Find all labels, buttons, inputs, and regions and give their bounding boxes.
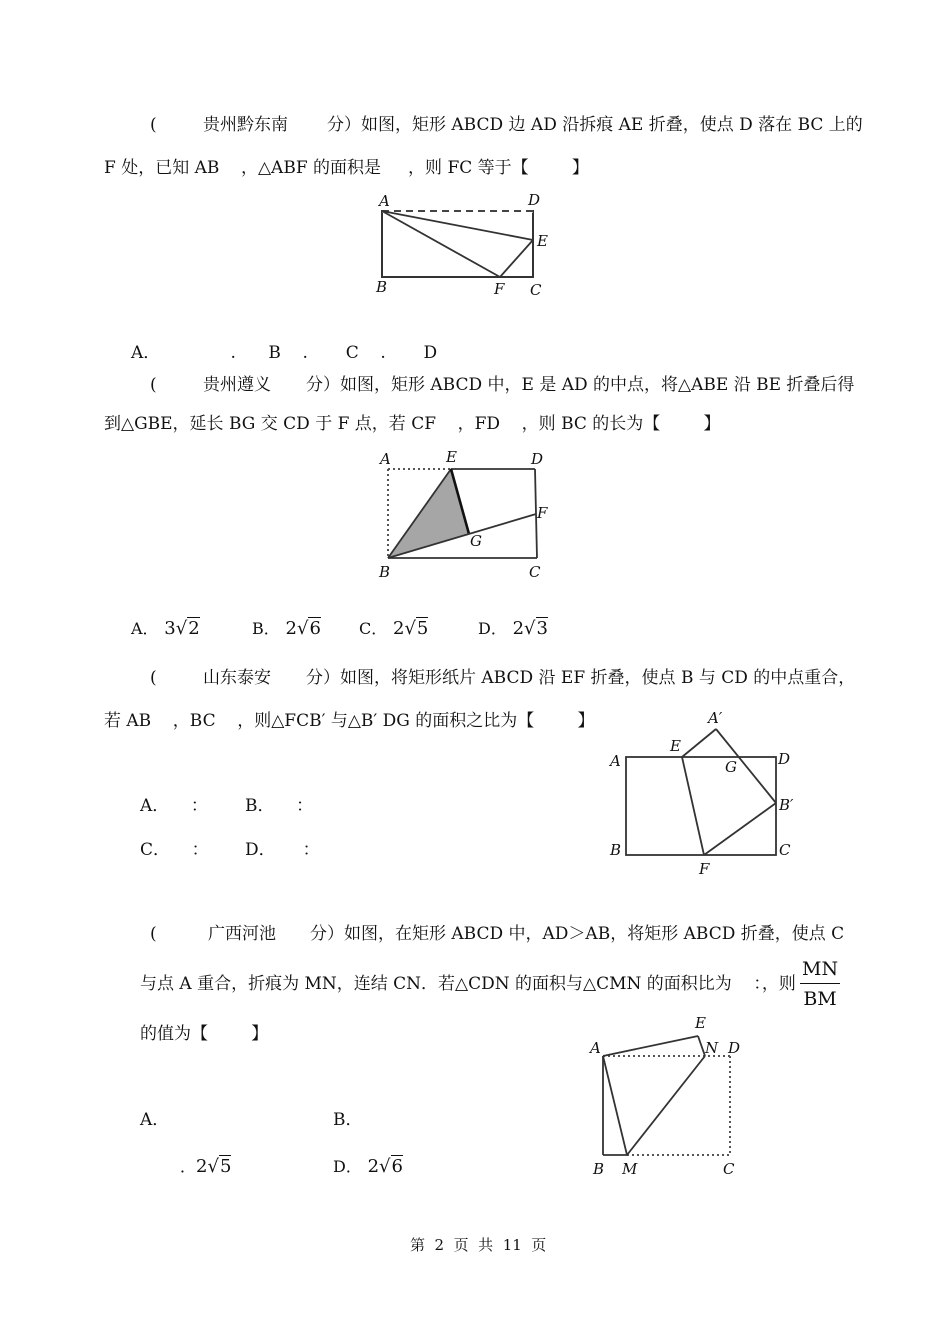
q3-figure <box>600 705 820 885</box>
q2-shaded-triangle-gbe <box>388 469 469 558</box>
q2-text-line1: 分）如图，矩形 ABCD 中，E 是 AD 的中点，将△ABE 沿 BE 折叠后得 <box>306 375 855 395</box>
q4-fraction-numerator: MN <box>800 958 840 984</box>
q4-choice-a: A． <box>140 1110 170 1130</box>
q3-label-b-prime: B′ <box>779 796 794 814</box>
q2-choice-c: C． 2√5 <box>359 618 429 639</box>
q1-line-af <box>382 211 500 277</box>
q4-fraction-mn-bm <box>800 958 840 1010</box>
q4-choice-d: D． 2√6 <box>333 1156 403 1177</box>
q4-label-a: A <box>590 1039 601 1057</box>
q4-source: 广西河池 <box>208 924 276 944</box>
q1-source: 贵州黔东南 <box>203 115 288 135</box>
q1-line-fe <box>500 240 533 277</box>
q3-choice-b: B． ： <box>245 796 314 816</box>
q2-source: 贵州遵义 <box>203 375 271 395</box>
q3-label-d: D <box>778 750 791 768</box>
q3-line-fb-prime <box>704 803 776 855</box>
q1-label-e: E <box>537 232 548 250</box>
q2-choice-d: D． 2√3 <box>478 618 548 639</box>
q3-label-a: A <box>610 752 621 770</box>
q2-label-d: D <box>531 450 544 468</box>
q1-figure <box>370 188 560 303</box>
q4-line-am <box>603 1056 627 1155</box>
q1-open-paren: ( <box>150 115 157 135</box>
q4-fraction-denominator: BM <box>803 988 837 1010</box>
q1-label-f: F <box>494 280 505 298</box>
q3-label-b: B <box>610 841 622 859</box>
q3-open-paren: ( <box>150 668 157 688</box>
q4-text-line2: 与点 A 重合，折痕为 MN，连结 CN．若△CDN 的面积与△CMN 的面积比为 ：，则 <box>140 974 796 994</box>
q4-figure <box>585 1010 760 1185</box>
q2-text-line2: 到△GBE，延长 BG 交 CD 于 F 点，若 CF ，FD ，则 BC 的长为【 】 <box>104 414 721 434</box>
q2-choice-b: B． 2√6 <box>252 618 321 639</box>
q3-line-ea-prime <box>682 729 716 757</box>
q2-label-b: B <box>379 563 391 581</box>
page-footer: 第 2 页 共 11 页 <box>410 1236 547 1254</box>
q2-label-f: F <box>537 504 548 522</box>
q1-text-line2: F 处，已知 AB ，△ABF 的面积是 ，则 FC 等于【 】 <box>104 158 589 178</box>
q3-line-ef <box>682 757 704 855</box>
q1-label-c: C <box>530 281 542 299</box>
q2-label-g: G <box>470 532 482 550</box>
q2-label-a: A <box>380 450 391 468</box>
q3-choice-c: C． ： <box>140 840 209 860</box>
q4-choice-c: ．2√5 <box>180 1156 232 1177</box>
q4-label-c: C <box>723 1160 735 1178</box>
q1-choices: A． . B . C . D <box>131 343 438 363</box>
q1-label-a: A <box>379 192 390 210</box>
q1-line-ae <box>382 211 533 240</box>
q4-line-ae <box>603 1036 698 1056</box>
q3-text-line1: 分）如图，将矩形纸片 ABCD 沿 EF 折叠，使点 B 与 CD 的中点重合， <box>306 668 856 688</box>
q4-label-m: M <box>622 1160 638 1178</box>
q2-label-c: C <box>529 563 541 581</box>
q3-label-a-prime: A′ <box>708 709 723 727</box>
q3-source: 山东泰安 <box>203 668 271 688</box>
q2-open-paren: ( <box>150 375 157 395</box>
q1-rect-bcfe <box>382 211 533 277</box>
q3-label-e: E <box>670 737 681 755</box>
q3-choice-d: D． ： <box>245 840 320 860</box>
q4-choice-b: B． <box>333 1110 363 1130</box>
q2-choice-a: A． 3√2 <box>131 618 200 639</box>
q4-label-b: B <box>593 1160 605 1178</box>
q2-figure <box>370 445 560 585</box>
q3-label-f: F <box>699 860 710 878</box>
q4-label-e: E <box>695 1014 706 1032</box>
q4-label-d: D <box>728 1039 741 1057</box>
q3-label-g: G <box>725 758 737 776</box>
q3-choice-a: A． ： <box>140 796 208 816</box>
q4-line-en <box>698 1036 705 1056</box>
q3-text-line2: 若 AB ，BC ，则△FCB′ 与△B′ DG 的面积之比为【 】 <box>104 711 595 731</box>
q4-label-n: N <box>705 1039 719 1057</box>
q1-label-d: D <box>528 191 541 209</box>
q4-text-line3: 的值为【 】 <box>140 1024 269 1044</box>
q2-label-e: E <box>446 448 457 466</box>
q4-text-line1: 分）如图，在矩形 ABCD 中，AD＞AB，将矩形 ABCD 折叠，使点 C <box>310 924 845 944</box>
q4-line-mn <box>627 1056 705 1155</box>
q3-label-c: C <box>779 841 791 859</box>
q1-label-b: B <box>376 278 388 296</box>
q1-text-line1: 分）如图，矩形 ABCD 边 AD 沿拆痕 AE 折叠，使点 D 落在 BC 上的 <box>327 115 863 135</box>
q4-open-paren: ( <box>150 924 157 944</box>
